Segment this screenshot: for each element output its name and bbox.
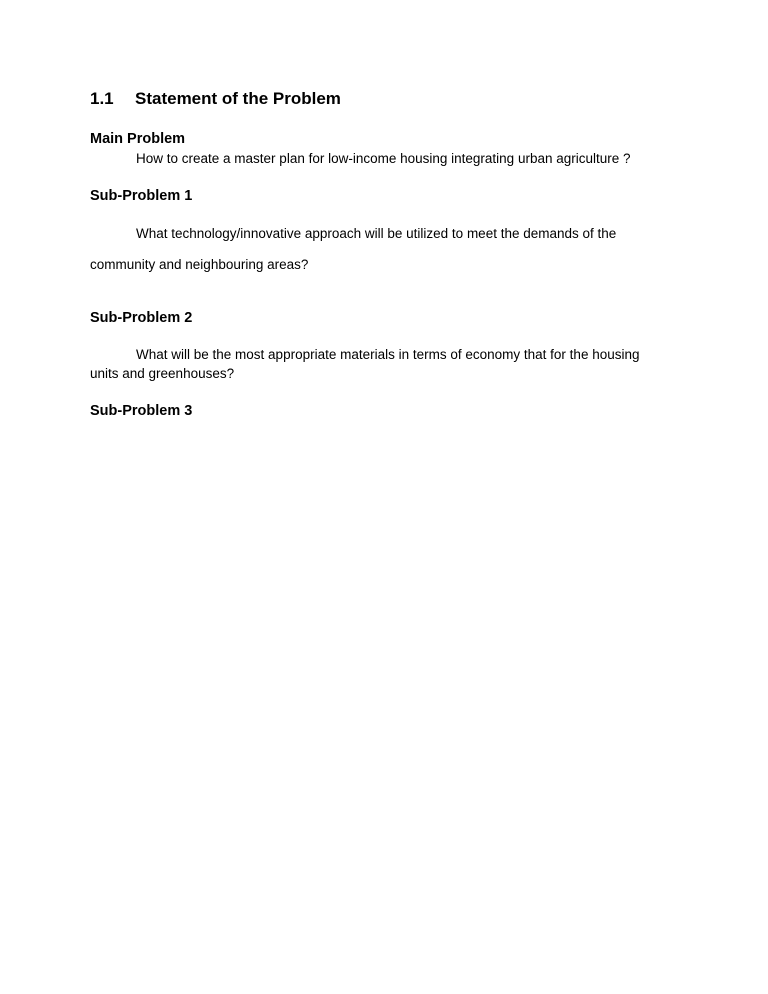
sub-problem-1-heading: Sub-Problem 1 xyxy=(90,188,193,204)
sub-problem-1-text-line-1: What technology/innovative approach will be utilized to meet the demands of the xyxy=(136,226,617,241)
sub-problem-2-text-line-2: units and greenhouses? xyxy=(90,366,235,381)
main-problem-heading: Main Problem xyxy=(90,131,186,147)
sub-problem-3-heading: Sub-Problem 3 xyxy=(90,403,193,419)
sub-problem-2-text-line-1: What will be the most appropriate materials in terms of economy that for the housing xyxy=(136,347,640,362)
section-number: 1.1 xyxy=(90,89,114,108)
section-heading xyxy=(90,89,341,109)
sub-problem-2-heading: Sub-Problem 2 xyxy=(90,310,193,326)
sub-problem-1-text-line-2: community and neighbouring areas? xyxy=(90,257,309,272)
section-title: Statement of the Problem xyxy=(135,89,341,108)
main-problem-text: How to create a master plan for low-income housing integrating urban agriculture ? xyxy=(136,151,631,166)
